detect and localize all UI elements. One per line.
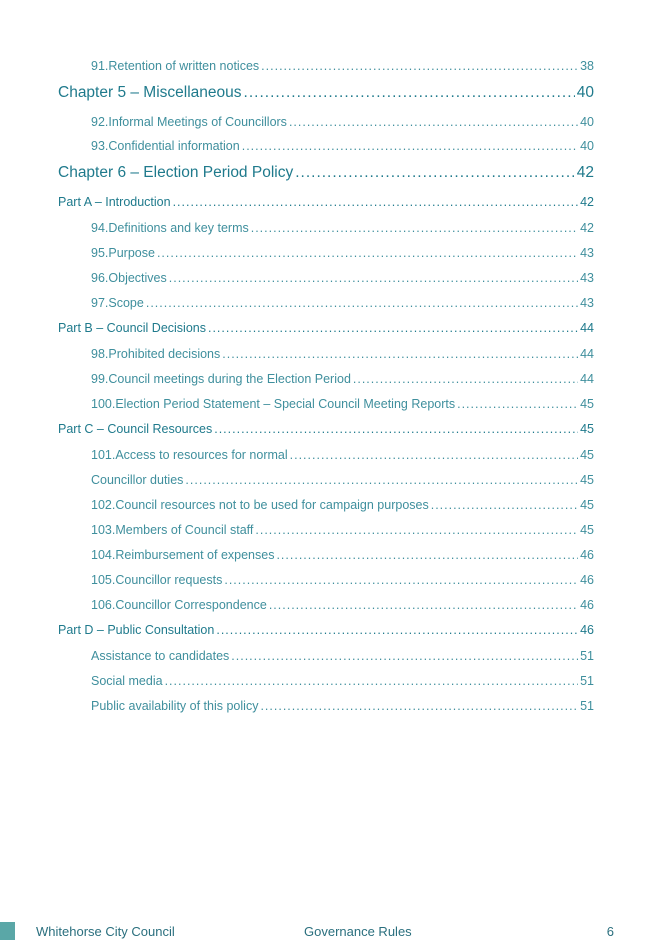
toc-entry-91[interactable]	[91, 59, 594, 73]
toc-entry-title: Public availability of this policy	[91, 699, 259, 713]
toc-leader-dots	[224, 573, 578, 587]
toc-entry-title: Social media	[91, 674, 163, 688]
toc-leader-dots	[276, 548, 578, 562]
toc-entry-number: 97.	[91, 296, 109, 310]
toc-entry-number: 95.	[91, 246, 109, 260]
toc-entry-title: Confidential information	[108, 139, 240, 153]
toc-entry-94[interactable]	[91, 221, 594, 235]
toc-entry-page: 43	[580, 296, 594, 310]
toc-leader-dots	[214, 422, 578, 436]
toc-entry-page: 42	[576, 164, 594, 181]
toc-entry-title: Scope	[108, 296, 144, 310]
toc-entry-page: 44	[580, 321, 594, 335]
toc-entry-number: 99.	[91, 372, 109, 386]
toc-entry-title: Assistance to candidates	[91, 649, 230, 663]
footer-organization: Whitehorse City Council	[36, 924, 175, 939]
toc-leader-dots	[157, 246, 578, 260]
toc-chapter-5[interactable]	[58, 84, 594, 102]
footer-document-title: Governance Rules	[304, 924, 412, 939]
toc-entry-page: 45	[580, 498, 594, 512]
toc-entry-number: 100.	[91, 397, 116, 411]
toc-leader-dots	[242, 139, 578, 153]
toc-entry-number: 93.	[91, 139, 109, 153]
toc-part-d[interactable]	[58, 623, 594, 637]
toc-entry-93[interactable]	[91, 139, 594, 153]
toc-entry-page: 45	[580, 473, 594, 487]
toc-entry-page: 45	[580, 523, 594, 537]
toc-leader-dots	[231, 649, 578, 663]
toc-leader-dots	[169, 271, 578, 285]
toc-entry-106[interactable]	[91, 598, 594, 612]
toc-leader-dots	[222, 347, 578, 361]
toc-entry-title: Election Period Statement – Special Council Meeting Reports	[115, 397, 456, 411]
toc-entry-104[interactable]	[91, 548, 594, 562]
toc-entry-councillor-duties[interactable]	[91, 473, 594, 487]
toc-entry-number: 104.	[91, 548, 116, 562]
toc-entry-social-media[interactable]	[91, 674, 594, 688]
toc-entry-number: 91.	[91, 59, 109, 73]
toc-entry-98[interactable]	[91, 347, 594, 361]
toc-entry-page: 51	[580, 699, 594, 713]
toc-entry-title: Informal Meetings of Councillors	[108, 115, 287, 129]
toc-entry-title: Reimbursement of expenses	[115, 548, 275, 562]
toc-entry-title: Councillor duties	[91, 473, 184, 487]
toc-leader-dots	[173, 195, 579, 209]
toc-leader-dots	[290, 448, 578, 462]
toc-entry-title: Councillor requests	[115, 573, 223, 587]
toc-entry-105[interactable]	[91, 573, 594, 587]
toc-leader-dots	[353, 372, 578, 386]
toc-leader-dots	[208, 321, 578, 335]
toc-leader-dots	[261, 59, 578, 73]
toc-entry-page: 40	[580, 139, 594, 153]
toc-entry-number: 96.	[91, 271, 109, 285]
toc-entry-page: 43	[580, 246, 594, 260]
toc-entry-page: 46	[580, 598, 594, 612]
toc-leader-dots	[457, 397, 578, 411]
toc-entry-title: Prohibited decisions	[108, 347, 221, 361]
toc-entry-title: Definitions and key terms	[108, 221, 249, 235]
page-footer	[0, 918, 652, 944]
toc-entry-number: 92.	[91, 115, 109, 129]
toc-chapter-6[interactable]	[58, 164, 594, 182]
toc-part-a[interactable]	[58, 195, 594, 209]
toc-leader-dots	[269, 598, 578, 612]
toc-entry-page: 45	[580, 422, 594, 436]
toc-part-title: Part D – Public Consultation	[58, 623, 215, 637]
footer-accent-bar	[0, 922, 15, 940]
toc-part-title: Part C – Council Resources	[58, 422, 213, 436]
toc-entry-page: 51	[580, 649, 594, 663]
toc-leader-dots	[431, 498, 578, 512]
toc-leader-dots	[146, 296, 578, 310]
toc-entry-number: 94.	[91, 221, 109, 235]
toc-entry-92[interactable]	[91, 115, 594, 129]
toc-entry-page: 44	[580, 372, 594, 386]
toc-entry-number: 98.	[91, 347, 109, 361]
toc-entry-page: 45	[580, 448, 594, 462]
toc-entry-103[interactable]	[91, 523, 594, 537]
toc-entry-page: 44	[580, 347, 594, 361]
toc-entry-page: 46	[580, 573, 594, 587]
toc-entry-page: 40	[580, 115, 594, 129]
toc-leader-dots	[255, 523, 578, 537]
toc-chapter-title: Chapter 5 – Miscellaneous	[58, 84, 242, 101]
toc-entry-101[interactable]	[91, 448, 594, 462]
toc-entry-title: Purpose	[108, 246, 155, 260]
toc-entry-number: 106.	[91, 598, 116, 612]
toc-entry-97[interactable]	[91, 296, 594, 310]
toc-entry-title: Councillor Correspondence	[115, 598, 267, 612]
toc-entry-100[interactable]	[91, 397, 594, 411]
toc-entry-number: 101.	[91, 448, 116, 462]
toc-part-title: Part B – Council Decisions	[58, 321, 206, 335]
toc-part-c[interactable]	[58, 422, 594, 436]
toc-leader-dots	[185, 473, 578, 487]
toc-leader-dots	[244, 84, 575, 102]
toc-leader-dots	[260, 699, 578, 713]
toc-entry-title: Retention of written notices	[108, 59, 260, 73]
toc-entry-page: 38	[580, 59, 594, 73]
toc-entry-title: Members of Council staff	[115, 523, 254, 537]
toc-entry-page: 43	[580, 271, 594, 285]
toc-entry-page: 51	[580, 674, 594, 688]
toc-part-title: Part A – Introduction	[58, 195, 171, 209]
toc-leader-dots	[216, 623, 578, 637]
toc-entry-page: 42	[580, 195, 594, 209]
toc-entry-number: 103.	[91, 523, 116, 537]
toc-leader-dots	[251, 221, 578, 235]
toc-leader-dots	[289, 115, 578, 129]
toc-entry-title: Objectives	[108, 271, 167, 285]
footer-page-number: 6	[606, 924, 614, 939]
toc-entry-number: 102.	[91, 498, 116, 512]
toc-leader-dots	[165, 674, 579, 688]
toc-entry-102[interactable]	[91, 498, 594, 512]
toc-entry-page: 40	[576, 84, 594, 101]
toc-entry-page: 42	[580, 221, 594, 235]
toc-leader-dots	[295, 164, 575, 182]
toc-entry-99[interactable]	[91, 372, 594, 386]
toc-entry-96[interactable]	[91, 271, 594, 285]
toc-entry-number: 105.	[91, 573, 116, 587]
toc-chapter-title: Chapter 6 – Election Period Policy	[58, 164, 294, 181]
toc-entry-95[interactable]	[91, 246, 594, 260]
toc-entry-page: 45	[580, 397, 594, 411]
toc-entry-title: Access to resources for normal	[115, 448, 288, 462]
toc-part-b[interactable]	[58, 321, 594, 335]
toc-entry-page: 46	[580, 548, 594, 562]
toc-entry-assistance-to-candidates[interactable]	[91, 649, 594, 663]
toc-entry-title: Council meetings during the Election Period	[108, 372, 351, 386]
toc-entry-public-availability[interactable]	[91, 699, 594, 713]
toc-entry-page: 46	[580, 623, 594, 637]
toc-entry-title: Council resources not to be used for campaign purposes	[115, 498, 429, 512]
